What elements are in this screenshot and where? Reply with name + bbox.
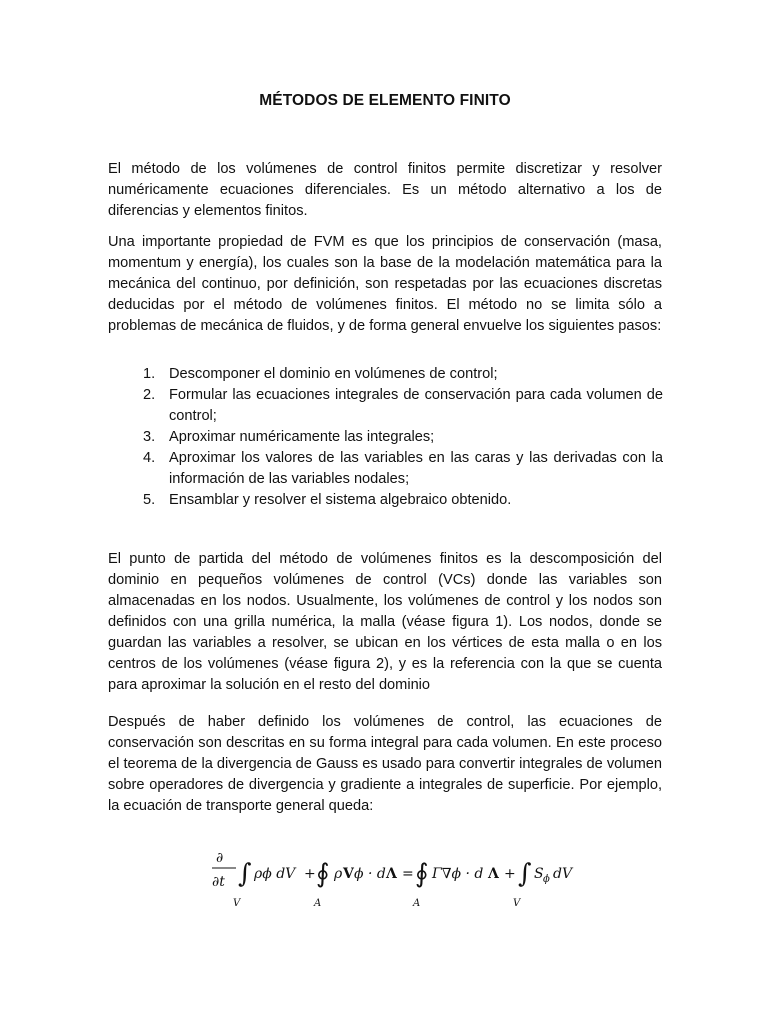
list-item-number: 3. [143, 429, 156, 445]
eq-term2-v: V [343, 866, 354, 882]
list-item [143, 490, 663, 511]
eq-sub-a: A [314, 898, 322, 909]
eq-partial: ∂ [216, 850, 224, 866]
paragraph-intro: El método de los volúmenes de control finitos permite discretizar y resolver numéricamente ecuaciones diferenciales. Es un método alternativo a los de diferencias y elementos finitos. [108, 161, 662, 219]
integral-symbol: ∫ [238, 859, 252, 889]
list-item-number: 1. [143, 366, 156, 382]
list-item-number: 2. [143, 387, 156, 403]
contour-integral-symbol: ∮ [316, 859, 330, 889]
eq-equals: = [402, 866, 414, 882]
list-item-text: Aproximar numéricamente las integrales; [169, 429, 435, 445]
list-item-text: Descomponer el dominio en volúmenes de control; [169, 366, 498, 382]
list-item-number: 4. [143, 450, 156, 466]
transport-equation [200, 838, 580, 918]
eq-plus2: + [504, 866, 516, 882]
list-item-text: Aproximar los valores de las variables en las caras y las derivadas con la información de las variables nodales; [169, 450, 663, 487]
contour-integral-symbol: ∮ [415, 859, 429, 889]
eq-dt: ∂t [212, 874, 225, 890]
eq-term3: Γ∇ϕ · d [432, 866, 484, 882]
eq-sub-a: A [413, 898, 421, 909]
list-item [143, 448, 663, 490]
eq-sub-v: V [233, 898, 241, 909]
list-item-text: Ensamblar y resolver el sistema algebraico obtenido. [169, 492, 512, 508]
integral-symbol: ∫ [518, 859, 532, 889]
eq-term4-dv: dV [553, 866, 573, 882]
eq-sub-v: V [513, 898, 521, 909]
list-item [143, 364, 663, 385]
eq-term2-rest: ϕ · d [354, 866, 386, 882]
paragraph-gauss-theorem: Después de haber definido los volúmenes de control, las ecuaciones de conservación son descritas en su forma integral para cada volumen. En este proceso el teorema de la divergencia de Gauss es usado para convertir integrales de volumen sobre operadores de divergencia y gradiente a integrales de superficie. Por ejemplo, la ecuación de transporte general queda: [108, 714, 662, 814]
eq-term4: S [534, 866, 544, 882]
list-item [143, 385, 663, 427]
paragraph-fvm-property: Una importante propiedad de FVM es que los principios de conservación (masa, momentum y energía), los cuales son la base de la modelación matemática para la mecánica del continuo, por definición, son respetadas por las ecuaciones discretas deducidas por el método de volúmenes finitos. El método no se limita sólo a problemas de mecánica de fluidos, y de forma general envuelve los siguientes pasos: [108, 234, 662, 334]
eq-term2-a: Λ [386, 866, 397, 882]
eq-term1: ρϕ dV [254, 866, 296, 882]
list-item-number: 5. [143, 492, 156, 508]
document-title: MÉTODOS DE ELEMENTO FINITO [259, 92, 511, 109]
paragraph-starting-point: El punto de partida del método de volúmenes finitos es la descomposición del dominio en pequeños volúmenes de control (VCs) donde las variables son almacenadas en los nodos. Usualmente, los volúmenes de control y los nodos son definidos con una grilla numérica, la malla (véase figura 1). Los nodos, donde se guardan las variables a resolver, se ubican en los vértices de esta malla o en los centros de los volúmenes (véase figura 2), y es la referencia con la que se cuenta para aproximar la solución en el resto del dominio [108, 551, 662, 693]
eq-term4-sub: ϕ [543, 874, 550, 885]
list-item [143, 427, 663, 448]
eq-term3-a: Λ [488, 866, 499, 882]
eq-term2-rho: ρ [334, 866, 343, 882]
list-item-text: Formular las ecuaciones integrales de conservación para cada volumen de control; [169, 387, 663, 424]
eq-plus1: + [304, 866, 316, 882]
steps-list [143, 364, 663, 511]
